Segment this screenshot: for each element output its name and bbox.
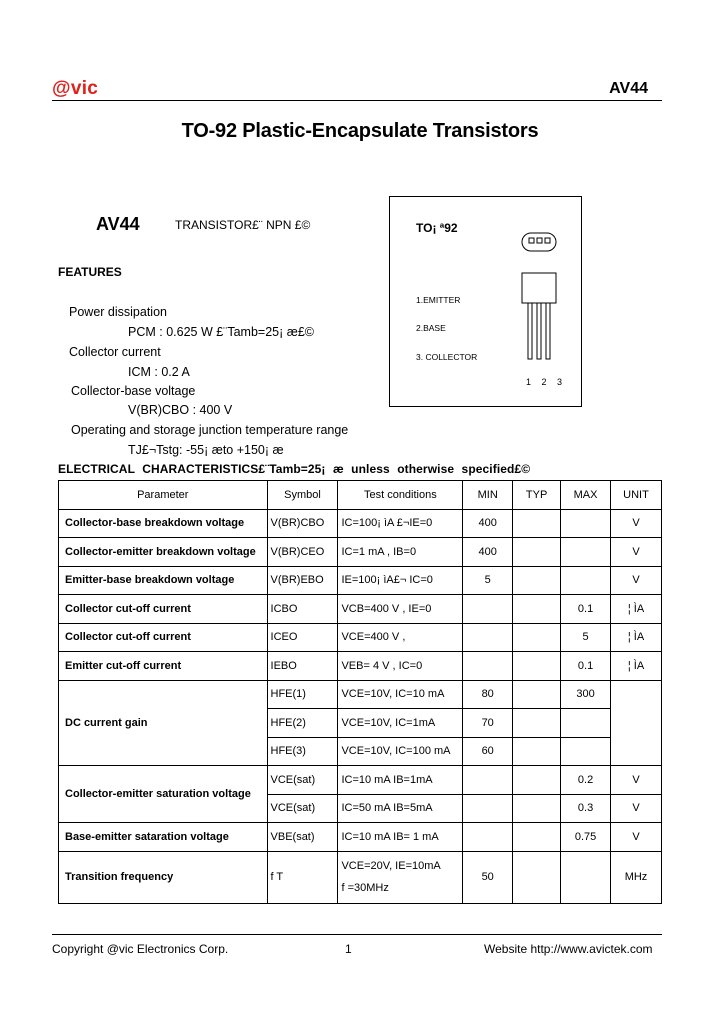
unit-cell: ¦ ÌA bbox=[611, 623, 662, 652]
power-value: PCM : 0.625 W £¨Tamb=25¡ æ£© bbox=[128, 325, 315, 339]
typ-cell bbox=[513, 851, 561, 903]
param-cell: Collector-emitter saturation voltage bbox=[59, 766, 268, 823]
condition-cell: IC=50 mA IB=5mA bbox=[338, 794, 463, 823]
to92-package-icon bbox=[515, 225, 565, 365]
footer-page-number: 1 bbox=[345, 942, 352, 956]
min-cell bbox=[463, 623, 513, 652]
header-symbol: Symbol bbox=[267, 481, 338, 510]
typ-cell bbox=[513, 509, 561, 538]
max-cell bbox=[561, 566, 611, 595]
footer-website: Website http://www.avictek.com bbox=[484, 942, 653, 956]
min-cell: 400 bbox=[463, 538, 513, 567]
symbol-cell: HFE(1) bbox=[267, 680, 338, 709]
typ-cell bbox=[513, 652, 561, 681]
unit-cell: V bbox=[611, 823, 662, 852]
symbol-cell: f T bbox=[267, 851, 338, 903]
pin-3-label: 3. COLLECTOR bbox=[416, 352, 478, 362]
typ-cell bbox=[513, 823, 561, 852]
header-max: MAX bbox=[561, 481, 611, 510]
param-cell: DC current gain bbox=[59, 680, 268, 766]
collector-current-label: Collector current bbox=[69, 345, 161, 359]
max-cell bbox=[561, 737, 611, 766]
condition-cell bbox=[338, 851, 463, 903]
typ-cell bbox=[513, 538, 561, 567]
symbol-cell: V(BR)CBO bbox=[267, 509, 338, 538]
param-cell: Emitter-base breakdown voltage bbox=[59, 566, 268, 595]
symbol-cell: IEBO bbox=[267, 652, 338, 681]
condition-cell: VCE=10V, IC=10 mA bbox=[338, 680, 463, 709]
min-cell bbox=[463, 595, 513, 624]
min-cell: 5 bbox=[463, 566, 513, 595]
company-logo: @vic bbox=[52, 78, 99, 99]
param-cell: Collector cut-off current bbox=[59, 623, 268, 652]
typ-cell bbox=[513, 737, 561, 766]
symbol-cell: HFE(3) bbox=[267, 737, 338, 766]
pin-1-label: 1.EMITTER bbox=[416, 295, 461, 305]
vcbo-label: Collector-base voltage bbox=[71, 384, 196, 398]
condition-cell: IC=1 mA , IB=0 bbox=[338, 538, 463, 567]
unit-cell: V bbox=[611, 538, 662, 567]
unit-cell: V bbox=[611, 766, 662, 795]
table-header-row bbox=[59, 481, 662, 510]
max-cell: 5 bbox=[561, 623, 611, 652]
min-cell: 60 bbox=[463, 737, 513, 766]
typ-cell bbox=[513, 680, 561, 709]
max-cell bbox=[561, 509, 611, 538]
electrical-characteristics-table bbox=[58, 480, 662, 904]
max-cell: 0.3 bbox=[561, 794, 611, 823]
table-row bbox=[59, 851, 662, 903]
max-cell bbox=[561, 851, 611, 903]
part-heading: AV44 bbox=[96, 214, 140, 234]
min-cell: 80 bbox=[463, 680, 513, 709]
condition-cell: IC=10 mA IB=1mA bbox=[338, 766, 463, 795]
features-heading: FEATURES bbox=[58, 265, 122, 279]
typ-cell bbox=[513, 766, 561, 795]
param-cell: Emitter cut-off current bbox=[59, 652, 268, 681]
min-cell: 50 bbox=[463, 851, 513, 903]
condition-cell: VCB=400 V , IE=0 bbox=[338, 595, 463, 624]
typ-cell bbox=[513, 623, 561, 652]
condition-cell: VEB= 4 V , IC=0 bbox=[338, 652, 463, 681]
symbol-cell: V(BR)EBO bbox=[267, 566, 338, 595]
table-row bbox=[59, 652, 662, 681]
package-box bbox=[389, 196, 582, 407]
header-rule bbox=[52, 100, 662, 101]
table-row bbox=[59, 823, 662, 852]
min-cell bbox=[463, 652, 513, 681]
typ-cell bbox=[513, 595, 561, 624]
min-cell bbox=[463, 794, 513, 823]
symbol-cell: V(BR)CEO bbox=[267, 538, 338, 567]
typ-cell bbox=[513, 566, 561, 595]
unit-cell: ¦ ÌA bbox=[611, 595, 662, 624]
page-title: TO-92 Plastic-Encapsulate Transistors bbox=[181, 120, 539, 142]
unit-cell bbox=[611, 680, 662, 766]
condition-cell: IC=100¡ ìA £¬IE=0 bbox=[338, 509, 463, 538]
header-part-number: AV44 bbox=[609, 80, 648, 97]
unit-cell: MHz bbox=[611, 851, 662, 903]
table-row bbox=[59, 595, 662, 624]
typ-cell bbox=[513, 709, 561, 738]
symbol-cell: VCE(sat) bbox=[267, 794, 338, 823]
param-cell: Collector-emitter breakdown voltage bbox=[59, 538, 268, 567]
table-row bbox=[59, 509, 662, 538]
condition-cell: VCE=10V, IC=100 mA bbox=[338, 737, 463, 766]
symbol-cell: VBE(sat) bbox=[267, 823, 338, 852]
max-cell: 0.1 bbox=[561, 652, 611, 681]
electrical-characteristics-title: ELECTRICAL CHARACTERISTICS£¨Tamb=25¡ æ unless otherwise specified£© bbox=[58, 462, 531, 476]
table-row bbox=[59, 566, 662, 595]
max-cell bbox=[561, 709, 611, 738]
max-cell: 0.1 bbox=[561, 595, 611, 624]
temperature-label: Operating and storage junction temperature range bbox=[71, 423, 349, 437]
table-row bbox=[59, 766, 662, 795]
symbol-cell: VCE(sat) bbox=[267, 766, 338, 795]
header-parameter: Parameter bbox=[59, 481, 268, 510]
pin-numbers: 1 2 3 bbox=[526, 377, 567, 387]
min-cell: 70 bbox=[463, 709, 513, 738]
header-unit: UNIT bbox=[611, 481, 662, 510]
min-cell bbox=[463, 766, 513, 795]
condition-cell: IE=100¡ ìA£¬ IC=0 bbox=[338, 566, 463, 595]
footer-copyright: Copyright @vic Electronics Corp. bbox=[52, 942, 229, 956]
header-test-conditions: Test conditions bbox=[338, 481, 463, 510]
unit-cell: ¦ ÌA bbox=[611, 652, 662, 681]
footer-rule bbox=[52, 934, 662, 935]
symbol-cell: ICEO bbox=[267, 623, 338, 652]
table-row bbox=[59, 680, 662, 709]
table-row bbox=[59, 623, 662, 652]
param-cell: Transition frequency bbox=[59, 851, 268, 903]
max-cell: 0.75 bbox=[561, 823, 611, 852]
package-title: TO¡ ª92 bbox=[416, 221, 458, 235]
min-cell: 400 bbox=[463, 509, 513, 538]
temperature-value: TJ£¬Tstg: -55¡ æto +150¡ æ bbox=[128, 443, 284, 457]
param-cell: Collector cut-off current bbox=[59, 595, 268, 624]
table-row bbox=[59, 538, 662, 567]
min-cell bbox=[463, 823, 513, 852]
param-cell: Base-emitter sataration voltage bbox=[59, 823, 268, 852]
unit-cell: V bbox=[611, 794, 662, 823]
max-cell: 300 bbox=[561, 680, 611, 709]
condition-line: VCE=20V, IE=10mA bbox=[341, 860, 441, 872]
symbol-cell: ICBO bbox=[267, 595, 338, 624]
power-label: Power dissipation bbox=[69, 305, 167, 319]
vcbo-value: V(BR)CBO : 400 V bbox=[128, 403, 233, 417]
header-min: MIN bbox=[463, 481, 513, 510]
part-description: TRANSISTOR£¨ NPN £© bbox=[175, 218, 311, 232]
unit-cell: V bbox=[611, 566, 662, 595]
condition-line: f =30MHz bbox=[341, 882, 389, 894]
symbol-cell: HFE(2) bbox=[267, 709, 338, 738]
header-typ: TYP bbox=[513, 481, 561, 510]
condition-cell: IC=10 mA IB= 1 mA bbox=[338, 823, 463, 852]
pin-2-label: 2.BASE bbox=[416, 323, 446, 333]
max-cell bbox=[561, 538, 611, 567]
unit-cell: V bbox=[611, 509, 662, 538]
max-cell: 0.2 bbox=[561, 766, 611, 795]
condition-cell: VCE=10V, IC=1mA bbox=[338, 709, 463, 738]
collector-current-value: ICM : 0.2 A bbox=[128, 365, 190, 379]
condition-cell: VCE=400 V , bbox=[338, 623, 463, 652]
typ-cell bbox=[513, 794, 561, 823]
param-cell: Collector-base breakdown voltage bbox=[59, 509, 268, 538]
